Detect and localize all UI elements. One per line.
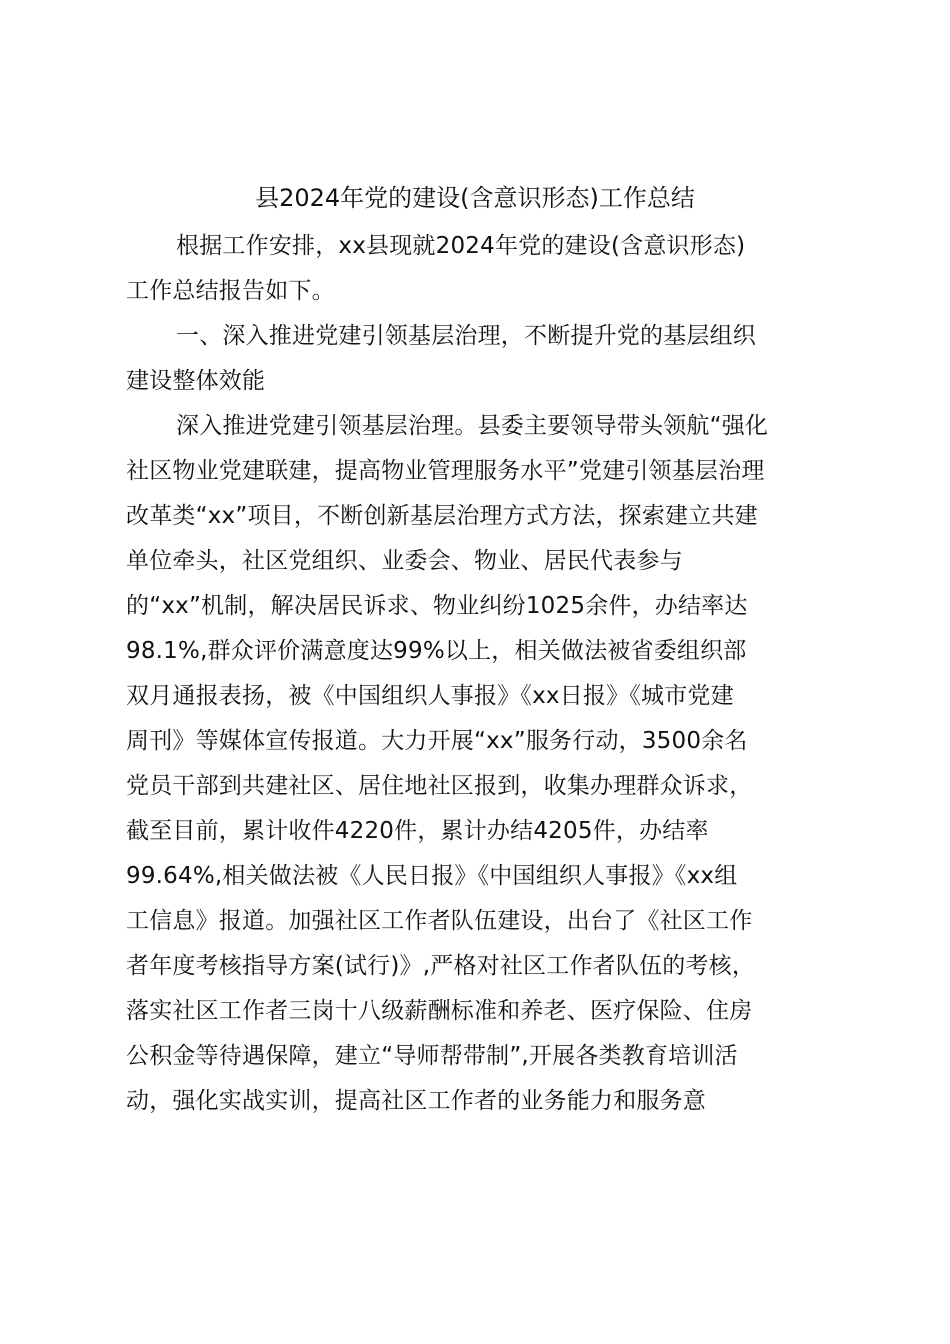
text-line: 99.64%,相关做法被《人民日报》《中国组织人事报》《xx组 [126,863,738,889]
section-heading-line: 一、深入推进党建引领基层治理，不断提升党的基层组织 [176,323,756,349]
text-line: 党员干部到共建社区、居住地社区报到，收集办理群众诉求， [126,773,753,799]
text-line: 社区物业党建联建，提高物业管理服务水平”党建引领基层治理 [126,458,765,484]
text-line: 工作总结报告如下。 [126,278,335,304]
text-line: 公积金等待遇保障，建立“导师帮带制”,开展各类教育培训活 [126,1043,738,1069]
text-line: 周刊》等媒体宣传报道。大力开展“xx”服务行动，3500余名 [126,728,748,754]
document-title: 县2024年党的建设(含意识形态)工作总结 [255,184,695,212]
text-line: 工信息》报道。加强社区工作者队伍建设，出台了《社区工作 [126,908,753,934]
text-line: 者年度考核指导方案(试行)》,严格对社区工作者队伍的考核， [126,953,756,979]
text-line: 根据工作安排，xx县现就2024年党的建设(含意识形态) [176,233,746,259]
text-line: 落实社区工作者三岗十八级薪酬标准和养老、医疗保险、住房 [126,998,753,1024]
text-line: 的“xx”机制，解决居民诉求、物业纠纷1025余件，办结率达 [126,593,748,619]
text-line: 98.1%,群众评价满意度达99%以上，相关做法被省委组织部 [126,638,747,664]
section-heading-line: 建设整体效能 [126,368,266,394]
text-line: 截至目前，累计收件4220件，累计办结4205件，办结率 [126,818,709,844]
text-line: 动，强化实战实训，提高社区工作者的业务能力和服务意 [126,1088,706,1114]
text-line: 双月通报表扬，被《中国组织人事报》《xx日报》《城市党建 [126,683,734,709]
text-line: 深入推进党建引领基层治理。县委主要领导带头领航“强化 [176,413,769,439]
text-line: 单位牵头，社区党组织、业委会、物业、居民代表参与 [126,548,683,574]
text-line: 改革类“xx”项目，不断创新基层治理方式方法，探索建立共建 [126,503,758,529]
